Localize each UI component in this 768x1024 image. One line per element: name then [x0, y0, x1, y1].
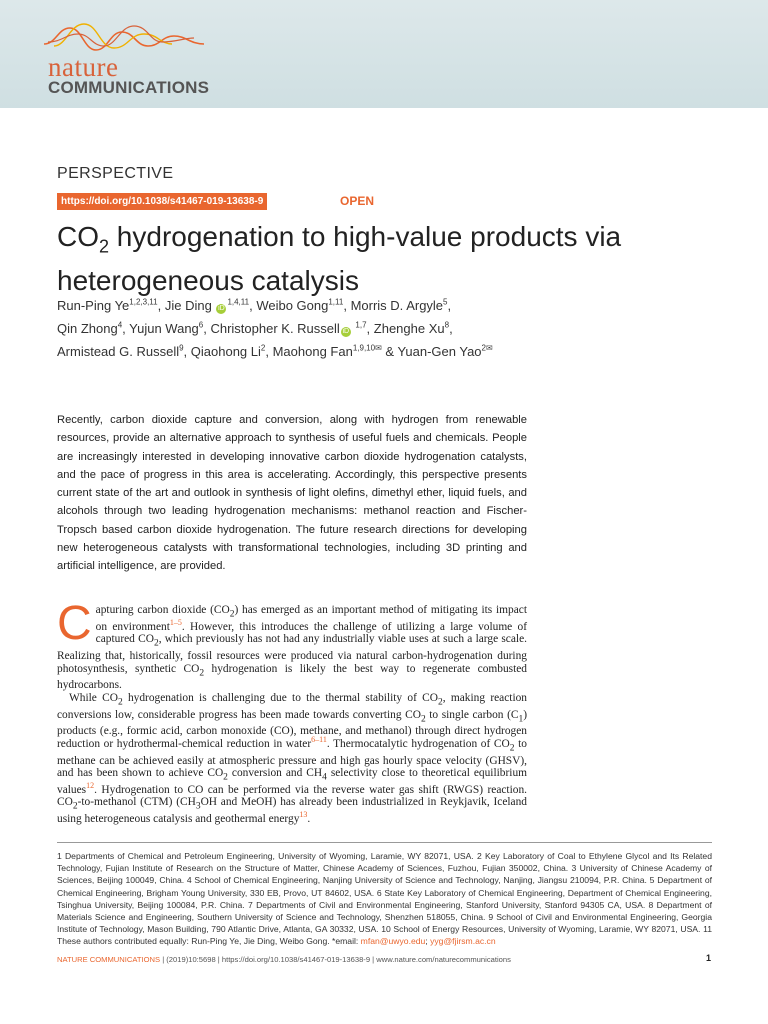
reference-link[interactable]: 12 — [86, 781, 95, 791]
author-name[interactable]: Weibo Gong — [256, 298, 329, 313]
author-name[interactable]: Christopher K. Russell — [210, 321, 340, 336]
drop-cap: C — [57, 597, 92, 650]
author-name[interactable]: Morris D. Argyle — [350, 298, 444, 313]
reference-link[interactable]: 6–11 — [311, 735, 327, 745]
body-text — [57, 597, 528, 826]
page-footer — [57, 955, 712, 964]
footer-journal: NATURE COMMUNICATIONS — [57, 955, 161, 964]
email-link[interactable]: mfan@uwyo.edu — [360, 936, 426, 947]
footer-citation: | (2019)10:5698 | https://doi.org/10.1038/s41467-019-13638-9 | www.nature.com/naturecommunications — [160, 955, 511, 964]
paragraph: While $CO_2$ hydrogenation is challenging due to the thermal stability of $CO_2$, making reaction conversions low, considerable progress has been made towards converting $CO_2$ to single carbon $(C_1)$ products (e.g., formic acid, carbon monoxide (CO), methane, and methanol) through direct hydrogen reduction or hydrothermal-chemical reduction in water$^{6-11}$. Thermocatalytic hydrogenation of $CO_2$ to methane can be achieved easily at atmospheric pressure and high gas hourly space velocity (GHSV), and has been shown to achieve $CO_2$ conversion and $CH_4$ selectivity close to theoretical equilibrium values$^{12}$. Hydrogenation to CO can be performed via the reverse water gas shift (RWGS) reaction. $CO_2-to$-methanol (CTM) ($CH_3OH$ and MeOH) has already been industrialized in Reykjavik, Iceland using heterogeneous catalysis and geothermal energy$^{13}$. — [57, 691, 528, 826]
author-list: Run-Ping Ye$^{1,2,3,11}$, Jie Ding iD$^{1,4,11}$, Weibo Gong$^{1,11}$, Morris D. Argyle$^5$, Qin Zhong$^4$, Yujun Wang$^6$, Christopher K. Russell iD $^{1,7}$, Zhenghe Xu$^8$, Armistead G. Russell$^9$, Qiaohong Li$^2$, Maohong Fan$^{1,9,10✉}$ & Yuan-Gen Yao$^{2✉}$ — [57, 297, 493, 359]
logo-communications-text: COMMUNICATIONS — [48, 78, 210, 97]
author-name[interactable]: Yuan-Gen Yao — [397, 344, 482, 359]
open-access-badge: OPEN — [340, 194, 375, 208]
page-number: 1 — [705, 953, 711, 963]
logo-nature-text: nature — [48, 52, 119, 82]
author-name[interactable]: Run-Ping Ye — [57, 298, 130, 313]
orcid-icon[interactable]: iD — [218, 305, 225, 312]
article-type: PERSPECTIVE — [57, 165, 174, 182]
abstract: Recently, carbon dioxide capture and conversion, along with hydrogen from renewable resources, provide an alternative approach to synthesis of useful fuels and chemicals. People are increasingly interested in developing innovative carbon dioxide hydrogenation catalysts, and the pace of progress in this area is accelerating. Accordingly, this perspective presents current state of the art and outlook in synthesis of light olefins, dimethyl ether, liquid fuels, and alcohols through two leading hydrogenation mechanisms: methanol reaction and Fischer-Tropsch based carbon dioxide hydrogenation. The future research directions for developing new heterogeneous catalysts with transformational technologies, including 3D printing and artificial intelligence, are provided. — [57, 414, 527, 573]
author-name[interactable]: Jie Ding — [164, 298, 212, 313]
author-name[interactable]: Armistead G. Russell — [57, 344, 180, 359]
author-name[interactable]: Qin Zhong — [57, 321, 118, 336]
author-name[interactable]: Zhenghe Xu — [373, 321, 445, 336]
doi-link[interactable]: https://doi.org/10.1038/s41467-019-13638-9 — [57, 193, 267, 210]
reference-link[interactable]: 1–5 — [169, 617, 182, 627]
footnote-divider — [57, 842, 712, 843]
author-name[interactable]: Maohong Fan — [272, 344, 353, 359]
reference-link[interactable]: 13 — [299, 810, 308, 820]
paragraph: Capturing carbon dioxide $(CO_2)$ has emerged as an important method of mitigating its impact on environment$^{1-5}$. However, this introduces the challenge of utilizing a large volume of captured $CO_2$, which previously has not had any industrially viable uses at such a large scale. Realizing that, historically, fossil resources were produced via natural carbon-hydrogenation during photosynthesis, synthetic $CO_2$ hydrogenation is likely the best way to regenerate combusted hydrocarbons. — [57, 597, 527, 692]
article-title: $CO_2$ hydrogenation to high-value products via heterogeneous catalysis — [57, 221, 622, 296]
journal-logo[interactable] — [44, 22, 264, 102]
author-name[interactable]: Qiaohong Li — [190, 344, 261, 359]
author-name[interactable]: Yujun Wang — [129, 321, 199, 336]
email-link[interactable]: yyg@fjirsm.ac.cn — [430, 936, 496, 947]
affiliations: 1 Departments of Chemical and Petroleum Engineering, University of Wyoming, Laramie, WY 82071, USA. 2 Key Laboratory of Coal to Ethylene Glycol and Its Related Technology, Fujian Institute of Research on the Structure of Matter, Chinese Academy of Sciences, Fuzhou, Fujian 350002, China. 3 University of Chinese Academy of Sciences, Beijing 100049, China. 4 School of Chemical Engineering, Nanjing University of Science and Technology, Nanjing, Jiangsu 210094, P.R. China. 5 Department of Chemical Engineering, Brigham Young University, 330 EB, Provo, UT 84602, USA. 6 State Key Laboratory of Chemical Engineering, Department of Chemical Engineering, Tsinghua University, Beijing 100084, P.R. China. 7 Departments of Civil and Environmental Engineering, Stanford University, Stanford 94305 CA, USA. 8 Department of Materials Science and Engineering, Southern University of Science and Technology, Shenzhen 518055, China. 9 School of Civil and Environmental Engineering, Georgia Institute of Technology, Mason Building, 790 Atlantic Drive, Atlanta, GA 30332, USA. 10 School of Energy Resources, University of Wyoming, Laramie, WY 82071, USA. 11 These authors contributed equally: Run-Ping Ye, Jie Ding, Weibo Gong. *email: mfan@uwyo.edu; yyg@fjirsm.ac.cn — [57, 851, 712, 947]
orcid-icon[interactable]: iD — [342, 328, 350, 335]
